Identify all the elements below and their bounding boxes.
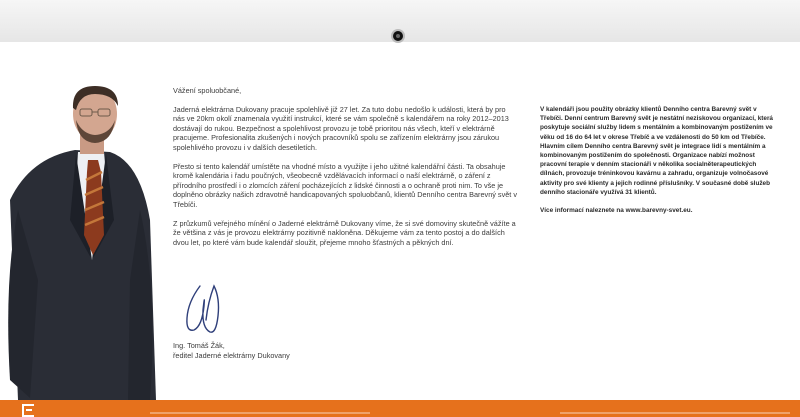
faint-strip xyxy=(150,412,370,414)
top-binding-bar xyxy=(0,0,800,42)
director-portrait xyxy=(0,80,160,400)
letter-paragraph: Z průzkumů veřejného mínění o Jaderné elektrárně Dukovany víme, že si své domoviny skutečně vážíte a že většina z vás je provozu elektrárny pozitivně nakloněna. Děkujeme vám za tento postoj a do dalších dvou let, po které vám bude kalendář sloužit, přejeme mnoho šťastných a pěkných dní. xyxy=(173,218,516,247)
letter-paragraph: Jaderná elektrárna Dukovany pracuje spolehlivě již 27 let. Za tuto dobu nedošlo k události, která by pro nás ve 20km okolí znamenala využití instrukcí, které se vám společně s kalendářem na roky 2012–2013 dostávají do rukou. Bezpečnost a spolehlivost provozu je tobě prioritou nás všech, kteří v elektrárně pracujeme. Profesionalita zkušených i nových pracovníků spolu se zařízením elektrárny jsou zárukou spolehlivého provozu i v dalších desetiletích. xyxy=(173,104,509,152)
faint-strip xyxy=(560,412,790,414)
bottom-accent-bar xyxy=(0,400,800,417)
signer-name: Ing. Tomáš Žák, xyxy=(173,341,225,350)
company-logo-icon xyxy=(22,404,34,417)
info-paragraph: V kalendáři jsou použity obrázky klientů Denního centra Barevný svět v Třebíči. Denní centrum Barevný svět je nestátní neziskovou organizací, která poskytuje sociální služby lidem s mentálním a kombinovaným postižením ve věku od 16 do 64 let v okrese Třebíč a ve vzdálenosti do 50 km od Třebíče. Hlavním cílem Denního centra Barevný svět je integrace lidí s mentálním a kombinovaným postižením do společnosti. Organizace nabízí možnost pracovní terapie v denním stacionáři v několika socialněterapeutických dílnách, provozuje tréninkovou kavárnu a zahradu, organizuje volnočasové aktivity pro své klienty a jejich rodinné příslušníky. V současné době služeb denního stacionáře využívá 31 klientů. xyxy=(540,106,773,196)
director-letter xyxy=(173,86,518,256)
letter-paragraph: Přesto si tento kalendář umístěte na vhodné místo a využijte i jeho užitné kalendářní části. Ta obsahuje kromě kalendária i řadu poučných, všeobecně vzdělávacích informací o naší elektrárně, o záření z přírodního prostředí i o zlomcích záření pocházejících z lidské činnosti a o ochraně proti nim. To vše je doplněno obrázky našich zdravotně handicapovaných spoluobčanů, klientů Denního centra Barevný svět v Třebíči. xyxy=(173,161,517,209)
info-more-link: Více informací naleznete na www.barevny-svet.eu. xyxy=(540,207,693,215)
calendar-ring-icon xyxy=(393,31,403,41)
signer-title: ředitel Jaderné elektrárny Dukovany xyxy=(173,350,290,360)
handwritten-signature xyxy=(178,280,228,338)
signer-block xyxy=(173,341,373,360)
organization-info xyxy=(540,105,778,224)
letter-greeting: Vážení spoluobčané, xyxy=(173,86,242,95)
